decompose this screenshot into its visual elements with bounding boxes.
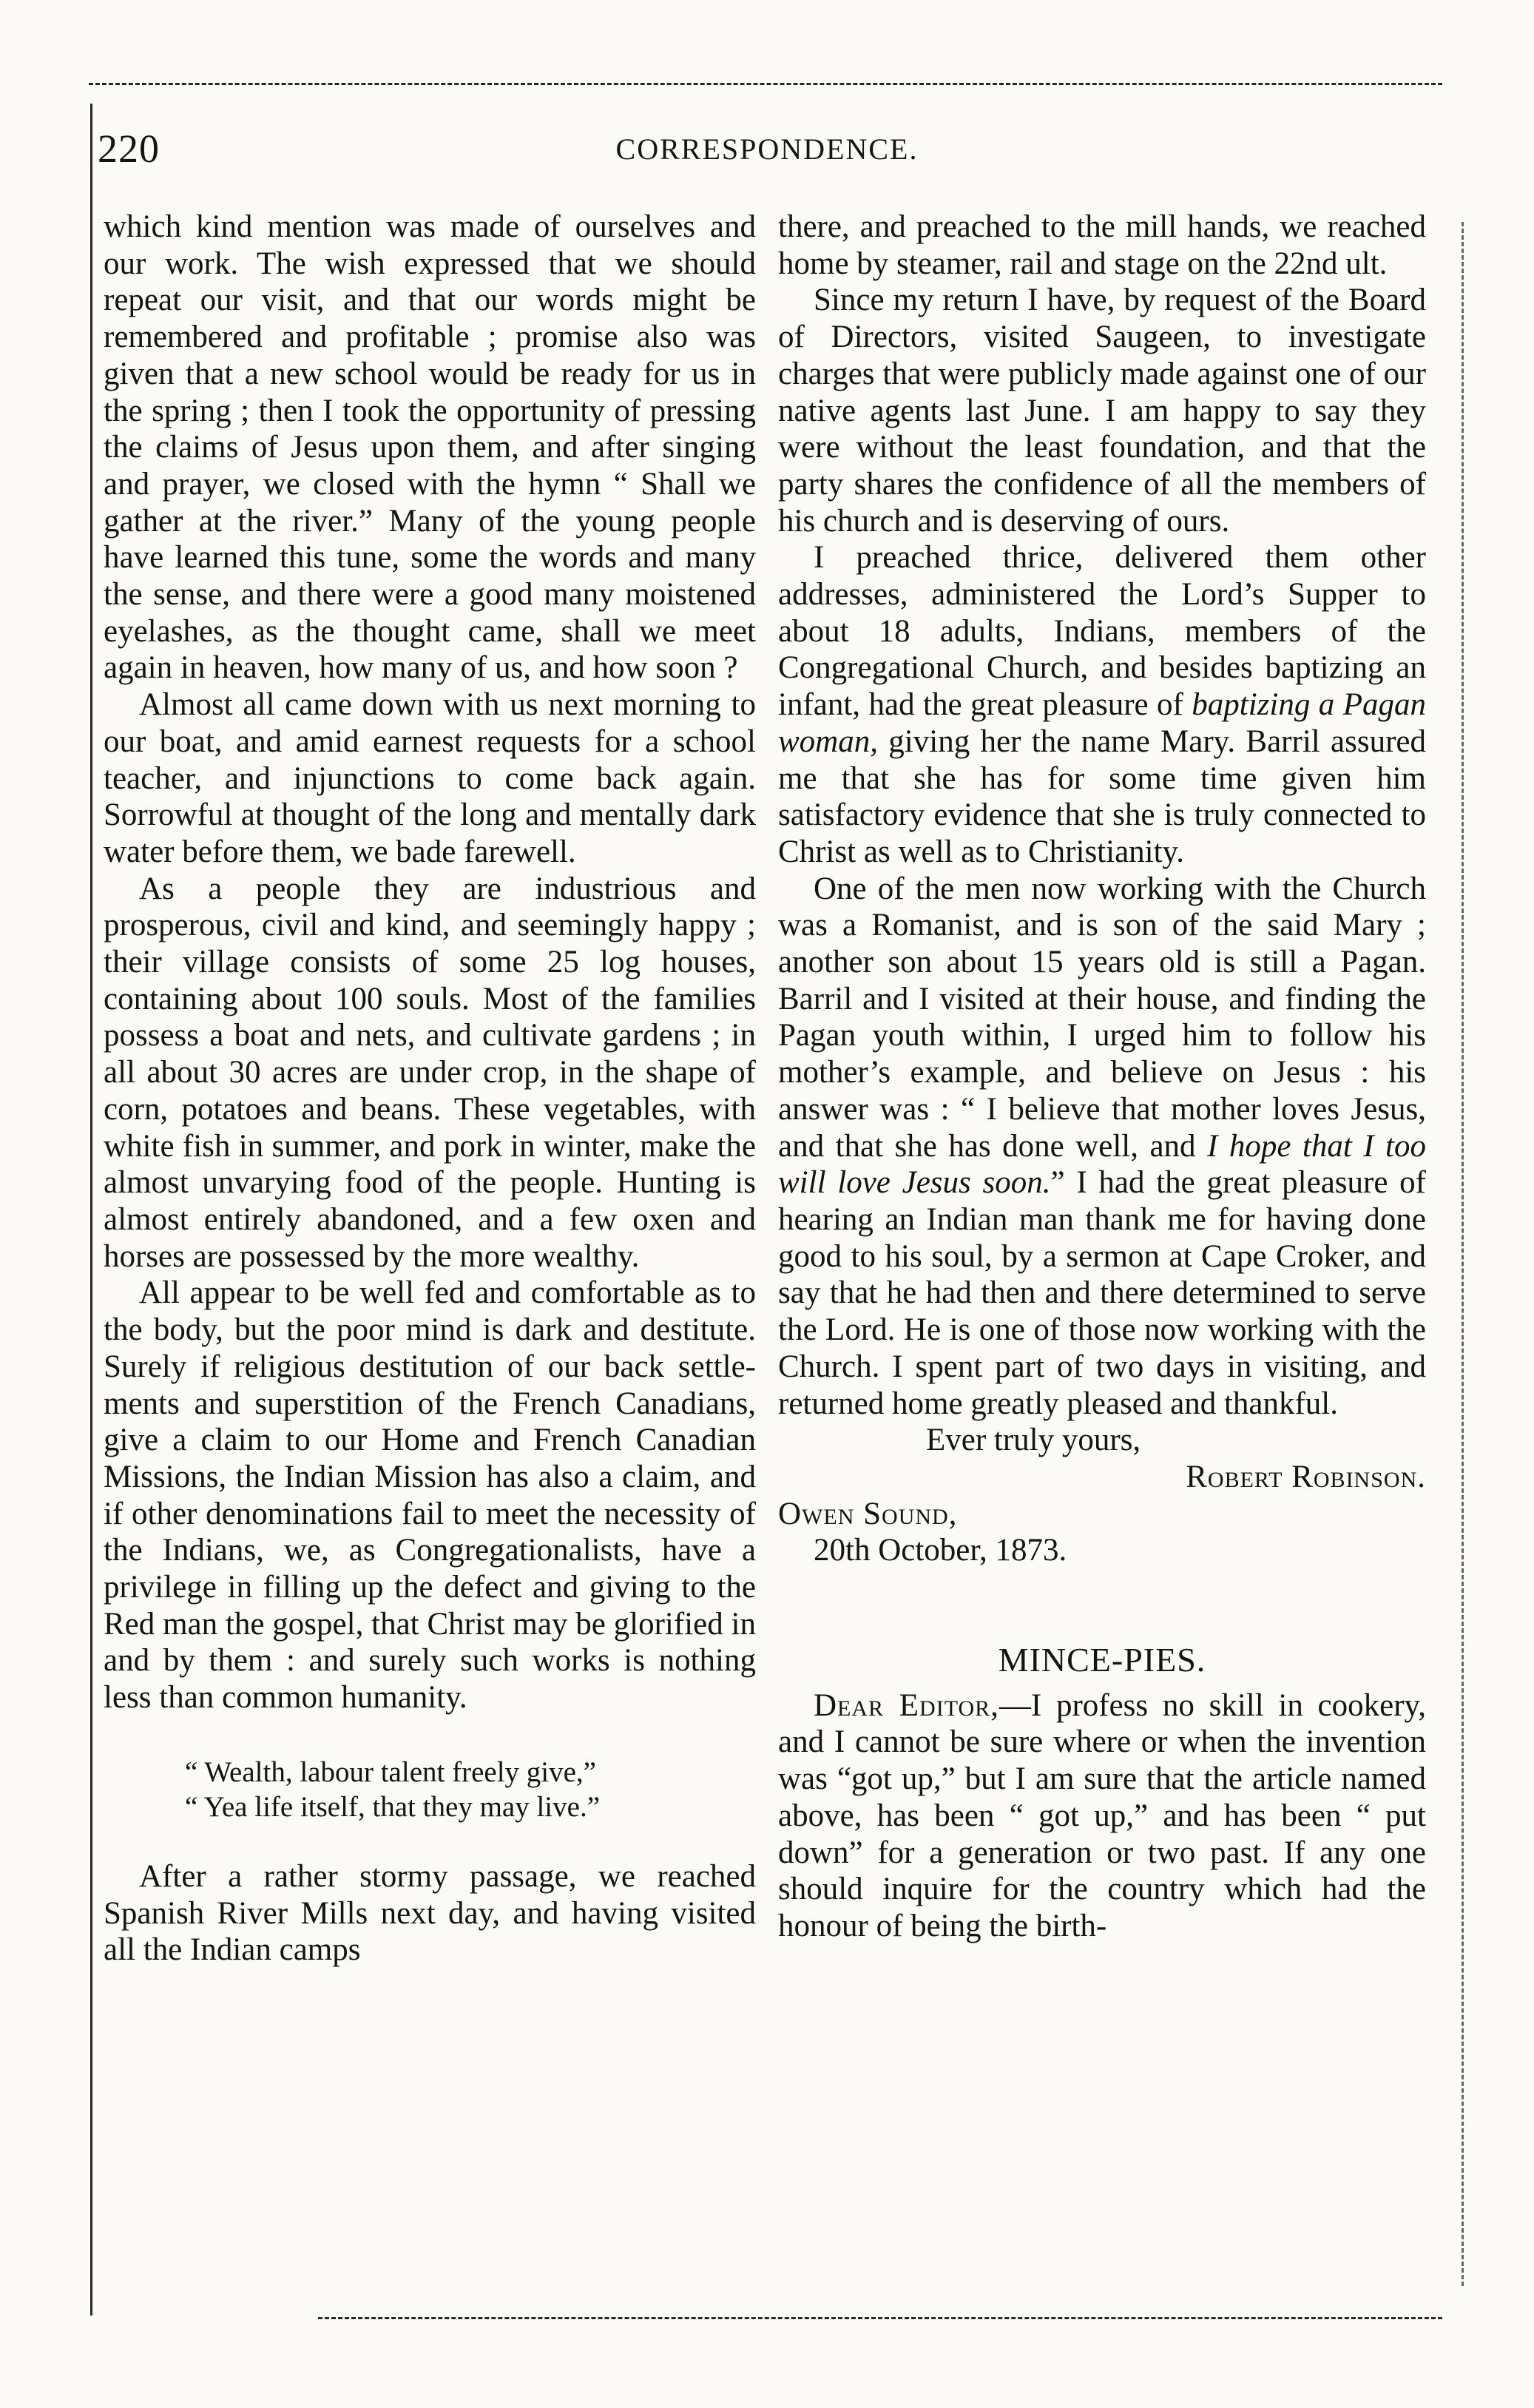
paragraph: As a people they are industrious and prosperous, civil and kind, and seemingly happy ; their village consists of some 25 log houses, containing about 100 souls. Most of the families possess a boat and nets, and cultivate gardens ; in all about 30 acres are under crop, in the shape of corn, potatoes and beans. These vegetables, with white fish in summer, and pork in winter, make the almost unvarying food of the people. Hunting is almost entirely abandoned, and a few oxen and horses are possessed by the more wealthy. bbox=[104, 871, 756, 1274]
running-head: CORRESPONDENCE. bbox=[615, 132, 919, 166]
paragraph: After a rather stormy passage, we reached Spanish River Mills next day, and having visited all the Indian camps bbox=[104, 1858, 756, 1968]
letter-date: 20th October, 1873. bbox=[814, 1533, 1067, 1568]
italic-text: baptizing a Pagan woman, bbox=[778, 687, 1426, 759]
paragraph: All appear to be well fed and comfortable as to the body, but the poor mind is dark and destitute. Surely if religious destitution of our back settlements and superstition of the French Canadians, give a claim to our Home and French Canadian Missions, the Indian Mission has also a claim, and if other denominations fail to meet the necessity of the Indians, we, as Congregationalists, have a privilege in filling up the defect and giving to the Red man the gospel, that Christ may be glorified in and by them : and surely such works is nothing less than common humanity. bbox=[104, 1275, 756, 1716]
paragraph bbox=[778, 871, 1426, 1423]
paragraph: Almost all came down with us next morning to our boat, and amid earnest requests for a school teacher, and injunctions to come back again. Sorrowful at thought of the long and mentally dark water before them, we bade farewell. bbox=[104, 687, 756, 869]
paragraph: there, and preached to the mill hands, we reached home by steamer, rail and stage on the 22nd ult. bbox=[778, 209, 1426, 281]
text-run: ” I had the great pleasure of hearing an Indian man thank me for having done good to his soul, by a sermon at Cape Croker, and say that he had then and there determined to serve the Lord. He is one of those now working with the Church. I spent part of two days in visiting, and returned home greatly pleased and thankful. bbox=[778, 1165, 1426, 1421]
italic-text: I hope that I too will love Jesus soon. bbox=[778, 1128, 1426, 1201]
paragraph bbox=[778, 539, 1426, 870]
letter-closing: Ever truly yours, bbox=[926, 1423, 1141, 1458]
salutation: Dear Editor, bbox=[814, 1687, 999, 1723]
text-run: —I profess no skill in cookery, and I cannot be sure where or when the invention was “got up,” but I am sure that the article named above, has been “ got up,” and has been “ put down” for a generation or two past. If any one should inquire for the country which had the honour of being the birth- bbox=[778, 1687, 1426, 1943]
paragraph bbox=[778, 1687, 1426, 1945]
text-run: I preached thrice, delivered them other addresses, administered the Lord’s Supper to about 18 adults, Indians, members of the Congregational Church, and besides baptizing an infant, had the great pleasure of bbox=[778, 540, 1426, 723]
top-rule bbox=[89, 83, 1442, 85]
text-run: One of the men now working with the Church was a Romanist, and is son of the said Mary ; another son about 15 years old is still a Pagan. Barril and I visited at their house, and finding the Pagan youth within, I urged him to follow his mother’s example, and believe on Jesus : his answer was : “ I believe that mother loves Jesus, and that she has done well, and bbox=[778, 871, 1426, 1164]
page-number: 220 bbox=[98, 127, 160, 171]
verse-line: “ Yea life itself, that they may live.” bbox=[185, 1790, 601, 1823]
left-column bbox=[104, 209, 756, 1969]
paragraph: Since my return I have, by request of the Board of Directors, visited Saugeen, to investigate charges that were publicly made against one of our native agents last June. I am happy to say they were without the least foundation, and that the party shares the confidence of all the members of his church and is deserving of ours. bbox=[778, 283, 1426, 539]
letter-signature: Robert Robinson. bbox=[1186, 1459, 1426, 1494]
verse-quote bbox=[104, 1755, 756, 1824]
article-heading: MINCE-PIES. bbox=[998, 1641, 1206, 1679]
verse-line: “ Wealth, labour talent freely give,” bbox=[185, 1756, 596, 1788]
text-run: giving her the name Mary. Barril assured me that she has for some time given him satisfactory evidence that she is truly connected to Christ as well as to Christianity. bbox=[778, 724, 1426, 869]
bottom-rule bbox=[318, 2317, 1442, 2319]
right-margin-rule bbox=[1462, 222, 1464, 2286]
left-margin-rule bbox=[90, 104, 92, 2316]
letter-place: Owen Sound, bbox=[778, 1496, 958, 1531]
right-column bbox=[778, 209, 1426, 1945]
paragraph: which kind mention was made of ourselves and our work. The wish expressed that we should repeat our visit, and that our words might be remembered and profitable ; promise also was given that a new school would be ready for us in the spring ; then I took the opportunity of pressing the claims of Jesus upon them, and after singing and prayer, we closed with the hymn “ Shall we gather at the river.” Many of the young people have learned this tune, some the words and many the sense, and there were a good many moistened eyelashes, as the thought came, shall we meet again in heaven, how many of us, and how soon ? bbox=[104, 209, 756, 686]
